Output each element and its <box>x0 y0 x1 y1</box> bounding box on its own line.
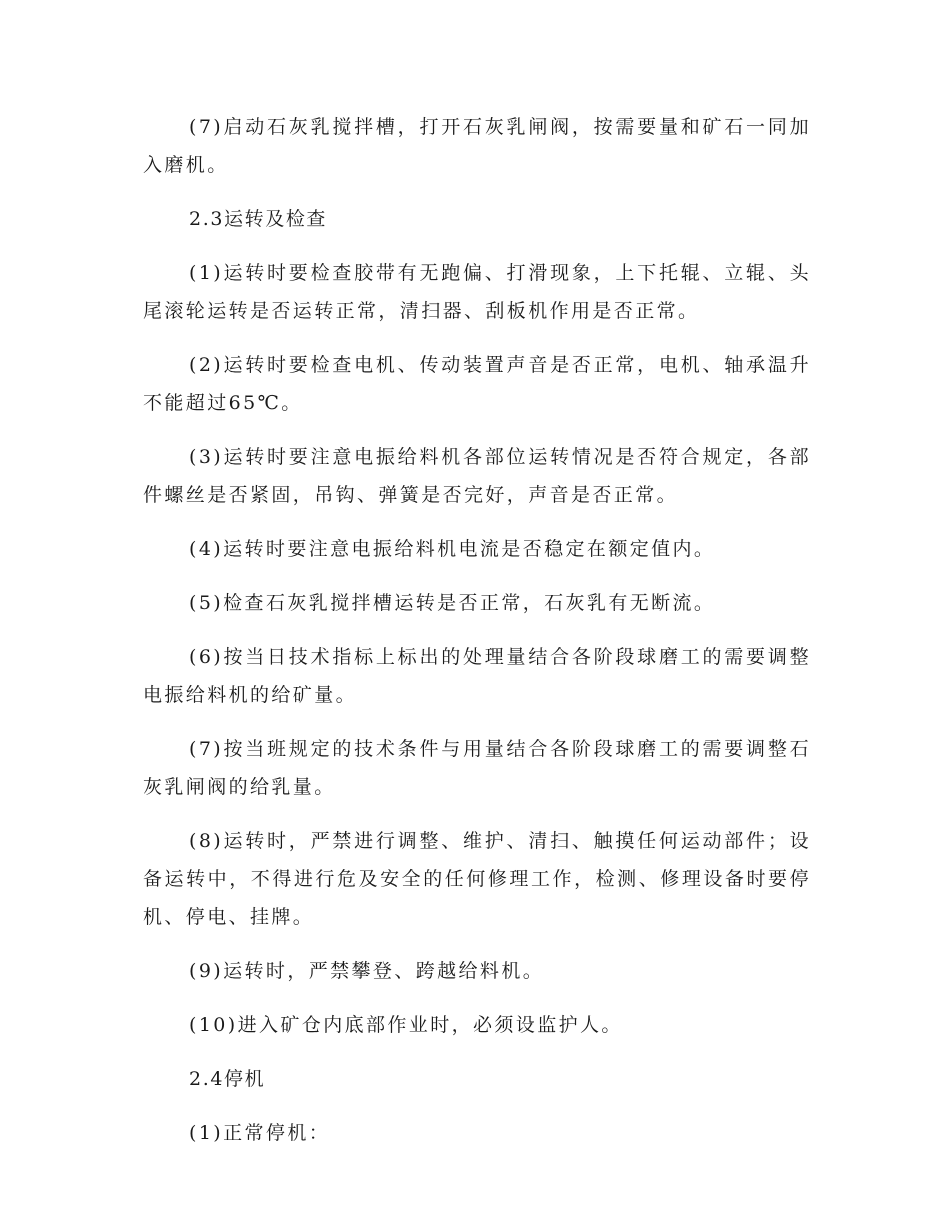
document-body <box>143 108 811 1168</box>
paragraph-item-5-lime-tank-check: (5)检查石灰乳搅拌槽运转是否正常，石灰乳有无断流。 <box>189 592 716 614</box>
paragraph-item-8-safety: (8)运转时，严禁进行调整、维护、清扫、触摸任何运动部件；设备运转中，不得进行危及安全的任何修理工作，检测、修理设备时要停机、停电、挂牌。 <box>143 830 811 928</box>
paragraph-item-9-no-climbing: (9)运转时，严禁攀登、跨越给料机。 <box>189 960 545 982</box>
paragraph-item-4-feeder-current: (4)运转时要注意电振给料机电流是否稳定在额定值内。 <box>189 538 716 560</box>
paragraph-item-6-adjust-feed: (6)按当日技术指标上标出的处理量结合各阶段球磨工的需要调整电振给料机的给矿量。 <box>143 646 811 706</box>
paragraph-item-7-adjust-lime: (7)按当班规定的技术条件与用量结合各阶段球磨工的需要调整石灰乳闸阀的给乳量。 <box>143 738 811 798</box>
paragraph-item-3-feeder-check: (3)运转时要注意电振给料机各部位运转情况是否符合规定，各部件螺丝是否紧固，吊钩、弹簧是否完好，声音是否正常。 <box>143 446 811 506</box>
paragraph-item-10-guardian: (10)进入矿仓内底部作业时，必须设监护人。 <box>189 1014 623 1036</box>
paragraph-item-1-belt-check: (1)运转时要检查胶带有无跑偏、打滑现象，上下托辊、立辊、头尾滚轮运转是否运转正常，清扫器、刮板机作用是否正常。 <box>143 262 811 322</box>
section-heading-2-4: 2.4停机 <box>189 1068 266 1090</box>
paragraph-item-1-normal-stop: (1)正常停机： <box>189 1122 331 1144</box>
paragraph-item-7-start-lime-tank: (7)启动石灰乳搅拌槽，打开石灰乳闸阀，按需要量和矿石一同加入磨机。 <box>143 116 811 176</box>
section-heading-2-3: 2.3运转及检查 <box>189 208 328 230</box>
paragraph-item-2-motor-check: (2)运转时要检查电机、传动装置声音是否正常，电机、轴承温升不能超过65℃。 <box>143 354 811 414</box>
